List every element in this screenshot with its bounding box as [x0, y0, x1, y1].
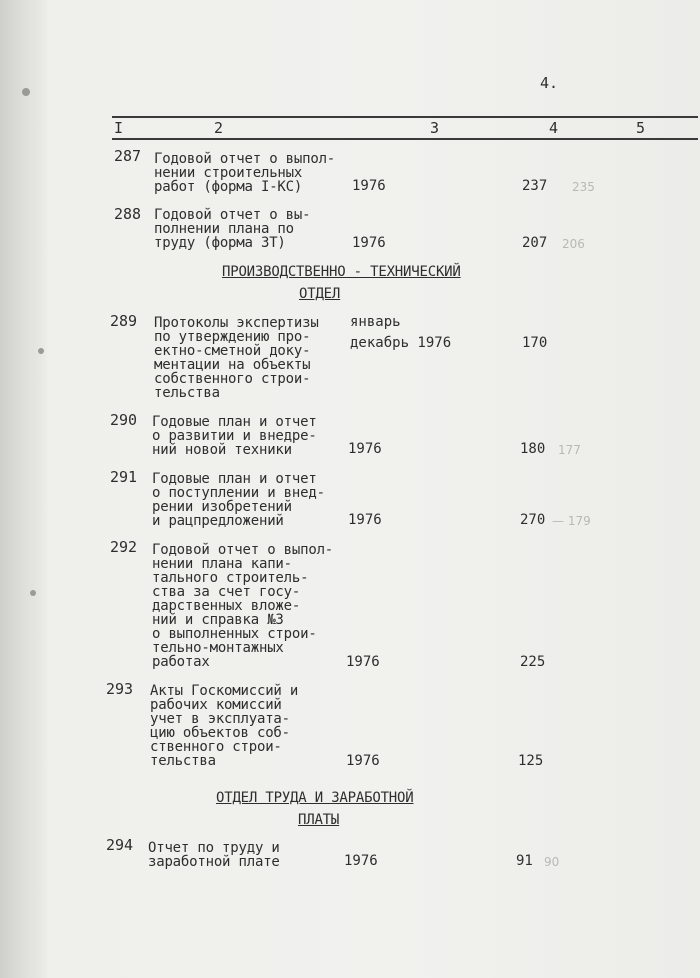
- pencil-annotation: 235: [572, 180, 595, 194]
- row-year: 1976: [348, 512, 382, 528]
- row-title-line: рении изобретений: [152, 499, 292, 515]
- row-year: 1976: [348, 441, 382, 457]
- pencil-annotation: 177: [558, 443, 581, 457]
- row-title-line: о развитии и внедре-: [152, 428, 317, 444]
- binding-hole-icon: [30, 590, 36, 596]
- column-header-4: 4: [549, 119, 559, 137]
- table-top-rule: [112, 116, 698, 118]
- row-sheets: 91: [516, 853, 533, 869]
- column-header-1: I: [114, 119, 124, 137]
- row-sheets: 225: [520, 654, 546, 670]
- row-title-line: цию объектов соб-: [150, 725, 290, 741]
- row-sheets: 237: [522, 178, 548, 194]
- row-number: 290: [110, 411, 138, 429]
- row-year: январь: [350, 314, 401, 330]
- row-title-line: о выполненных строи-: [152, 626, 317, 642]
- row-number: 293: [106, 680, 134, 698]
- row-title-line: Отчет по труду и: [148, 840, 280, 856]
- row-title-line: нении строительных: [154, 165, 303, 181]
- row-title-line: Годовой отчет о выпол-: [154, 151, 336, 167]
- row-title-line: Годовые план и отчет: [152, 414, 317, 430]
- row-title-line: Годовой отчет о выпол-: [152, 542, 334, 558]
- row-sheets: 170: [522, 335, 548, 351]
- section-heading: ОТДЕЛ: [299, 286, 341, 302]
- pencil-annotation: — 179: [552, 514, 591, 528]
- row-title-line: Годовые план и отчет: [152, 471, 317, 487]
- column-header-3: 3: [430, 119, 440, 137]
- row-year: декабрь 1976: [350, 335, 452, 351]
- row-title-line: тельства: [154, 385, 220, 401]
- row-sheets: 180: [520, 441, 546, 457]
- row-title-line: труду (форма 3Т): [154, 235, 286, 251]
- row-title-line: работах: [152, 654, 210, 670]
- row-title-line: Протоколы экспертизы: [154, 315, 319, 331]
- binding-hole-icon: [22, 88, 30, 96]
- row-title-line: работ (форма I-КС): [154, 179, 303, 195]
- row-title-line: ний новой техники: [152, 442, 292, 458]
- row-title-line: по утверждению про-: [154, 329, 311, 345]
- table-header-rule: [112, 138, 698, 140]
- row-year: 1976: [352, 178, 386, 194]
- row-title-line: дарственных вложе-: [152, 598, 301, 614]
- row-year: 1976: [344, 853, 378, 869]
- row-title-line: собственного строи-: [154, 371, 311, 387]
- section-heading: ПЛАТЫ: [298, 812, 340, 828]
- row-number: 294: [106, 836, 134, 854]
- row-title-line: рабочих комиссий: [150, 697, 282, 713]
- row-title-line: полнении плана по: [154, 221, 294, 237]
- row-number: 292: [110, 538, 138, 556]
- section-heading: ПРОИЗВОДСТВЕННО - ТЕХНИЧЕСКИЙ: [222, 264, 461, 280]
- row-title-line: ства за счет госу-: [152, 584, 301, 600]
- row-year: 1976: [346, 753, 380, 769]
- row-sheets: 270: [520, 512, 546, 528]
- section-heading: ОТДЕЛ ТРУДА И ЗАРАБОТНОЙ: [216, 790, 414, 806]
- row-title-line: тельства: [150, 753, 216, 769]
- page-edge-shadow: [0, 0, 48, 978]
- column-header-5: 5: [636, 119, 646, 137]
- row-sheets: 207: [522, 235, 548, 251]
- column-header-2: 2: [214, 119, 224, 137]
- row-title-line: ний и справка №3: [152, 612, 284, 628]
- row-title-line: нении плана капи-: [152, 556, 292, 572]
- row-title-line: тального строитель-: [152, 570, 309, 586]
- row-title-line: ектно-сметной доку-: [154, 343, 311, 359]
- row-sheets: 125: [518, 753, 544, 769]
- page-number: 4.: [540, 74, 559, 92]
- row-year: 1976: [352, 235, 386, 251]
- binding-hole-icon: [38, 348, 44, 354]
- row-title-line: тельно-монтажных: [152, 640, 284, 656]
- row-number: 287: [114, 147, 142, 165]
- row-year: 1976: [346, 654, 380, 670]
- pencil-annotation: 90: [544, 855, 560, 869]
- row-title-line: Годовой отчет о вы-: [154, 207, 311, 223]
- row-title-line: заработной плате: [148, 854, 280, 870]
- row-number: 288: [114, 205, 142, 223]
- row-number: 291: [110, 468, 138, 486]
- row-title-line: учет в эксплуата-: [150, 711, 290, 727]
- pencil-annotation: 206: [562, 237, 585, 251]
- row-title-line: и рацпредложений: [152, 513, 284, 529]
- row-title-line: о поступлении и внед-: [152, 485, 325, 501]
- row-title-line: ственного строи-: [150, 739, 282, 755]
- row-title-line: Акты Госкомиссий и: [150, 683, 299, 699]
- row-number: 289: [110, 312, 138, 330]
- row-title-line: ментации на объекты: [154, 357, 311, 373]
